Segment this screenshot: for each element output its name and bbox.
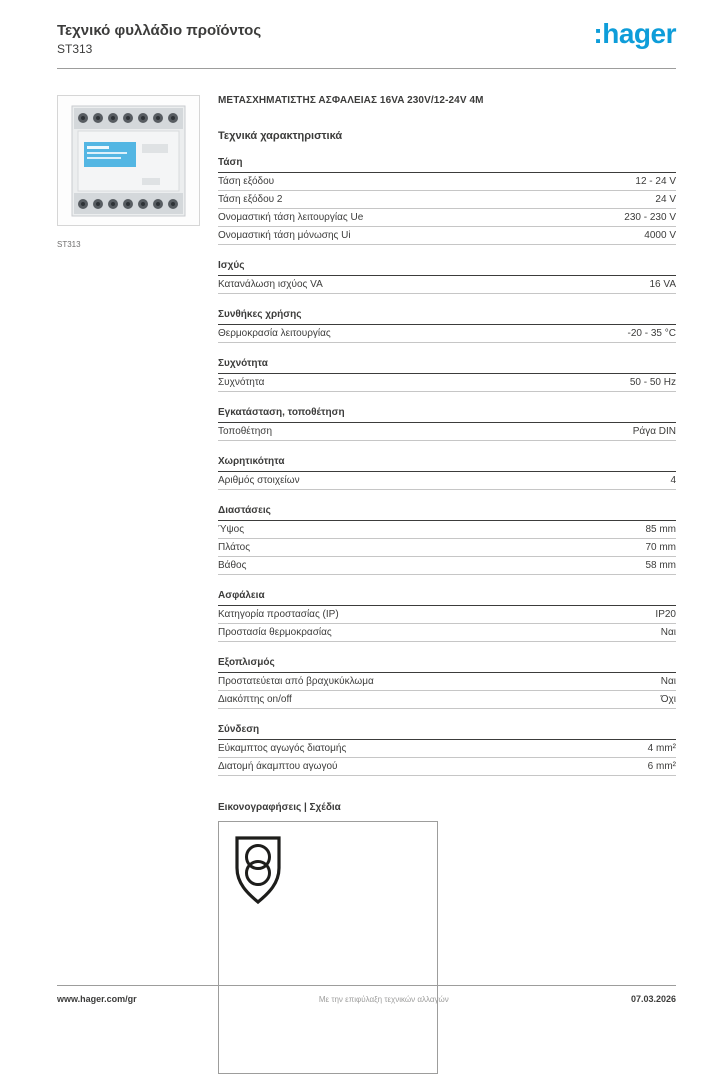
safety-transformer-symbol-icon xyxy=(229,832,287,908)
footer-date: 07.03.2026 xyxy=(630,994,676,1004)
spec-row-label: Αριθμός στοιχείων xyxy=(218,475,300,486)
spec-row-label: Ύψος xyxy=(218,524,245,535)
spec-row-label: Τάση εξόδου 2 xyxy=(218,194,283,205)
footer xyxy=(57,985,676,1004)
spec-row-value: Ράγα DIN xyxy=(632,426,676,437)
spec-section xyxy=(218,358,676,392)
spec-row-label: Προστασία θερμοκρασίας xyxy=(218,627,332,638)
spec-row xyxy=(218,624,676,642)
specs-title: Τεχνικά χαρακτηριστικά xyxy=(218,130,343,142)
footer-website-link[interactable]: www.hager.com/gr xyxy=(57,994,137,1004)
spec-section-title: Χωρητικότητα xyxy=(218,456,676,472)
spec-row xyxy=(218,276,676,294)
spec-row-label: Συχνότητα xyxy=(218,377,265,388)
spec-section-title: Εγκατάσταση, τοποθέτηση xyxy=(218,407,676,423)
spec-row xyxy=(218,209,676,227)
doc-title: Τεχνικό φυλλάδιο προϊόντος xyxy=(57,22,262,39)
spec-section xyxy=(218,590,676,642)
spec-row-value: 70 mm xyxy=(645,542,676,553)
spec-row xyxy=(218,557,676,575)
spec-section-title: Διαστάσεις xyxy=(218,505,676,521)
spec-row xyxy=(218,758,676,776)
product-name: ΜΕΤΑΣΧΗΜΑΤΙΣΤΗΣ ΑΣΦΑΛΕΙΑΣ 16VA 230V/12-24V 4M xyxy=(218,95,484,106)
spec-section xyxy=(218,456,676,490)
spec-row-label: Εύκαμπτος αγωγός διατομής xyxy=(218,743,347,754)
hager-logo: :hager xyxy=(593,18,676,49)
spec-row-value: 6 mm² xyxy=(647,761,676,772)
illustrations-box xyxy=(218,821,438,1074)
image-column xyxy=(57,95,200,1074)
spec-row-label: Τοποθέτηση xyxy=(218,426,273,437)
spec-row-value: 16 VA xyxy=(649,279,676,290)
spec-row-value: 85 mm xyxy=(645,524,676,535)
spec-row-value: Όχι xyxy=(660,694,676,705)
spec-row-value: 4 xyxy=(670,475,676,486)
spec-row-value: Ναι xyxy=(660,627,676,638)
product-image xyxy=(66,102,191,220)
spec-section-title: Εξοπλισμός xyxy=(218,657,676,673)
spec-row xyxy=(218,691,676,709)
spec-row xyxy=(218,673,676,691)
spec-section-title: Ασφάλεια xyxy=(218,590,676,606)
doc-subtitle: ST313 xyxy=(57,42,93,56)
spec-row-value: Ναι xyxy=(660,676,676,687)
spec-section xyxy=(218,309,676,343)
specs-column xyxy=(218,95,676,1074)
spec-section xyxy=(218,260,676,294)
spec-row xyxy=(218,740,676,758)
spec-section xyxy=(218,505,676,575)
spec-row-label: Βάθος xyxy=(218,560,247,571)
spec-row xyxy=(218,325,676,343)
spec-section-title: Ισχύς xyxy=(218,260,676,276)
spec-sections xyxy=(218,157,676,776)
spec-section xyxy=(218,724,676,776)
spec-row xyxy=(218,539,676,557)
spec-row xyxy=(218,191,676,209)
spec-row-label: Προστατεύεται από βραχυκύκλωμα xyxy=(218,676,374,687)
spec-row-value: 4 mm² xyxy=(647,743,676,754)
spec-row-value: 50 - 50 Hz xyxy=(629,377,676,388)
spec-row-value: 12 - 24 V xyxy=(635,176,676,187)
spec-row-label: Ονομαστική τάση λειτουργίας Ue xyxy=(218,212,364,223)
spec-row-label: Διακόπτης on/off xyxy=(218,694,292,705)
spec-row xyxy=(218,606,676,624)
illustrations-title: Εικονογραφήσεις | Σχέδια xyxy=(218,802,341,813)
spec-section-title: Σύνδεση xyxy=(218,724,676,740)
spec-row-label: Τάση εξόδου xyxy=(218,176,275,187)
product-image-caption: ST313 xyxy=(57,240,81,249)
spec-section xyxy=(218,407,676,441)
spec-row-label: Κατανάλωση ισχύος VA xyxy=(218,279,323,290)
spec-section xyxy=(218,157,676,245)
spec-row-value: 4000 V xyxy=(644,230,676,241)
header xyxy=(57,18,676,69)
main-content xyxy=(57,95,676,1074)
spec-row xyxy=(218,227,676,245)
spec-row-value: IP20 xyxy=(655,609,676,620)
spec-row-value: 58 mm xyxy=(645,560,676,571)
spec-row xyxy=(218,173,676,191)
spec-row-label: Ονομαστική τάση μόνωσης Ui xyxy=(218,230,351,241)
spec-row xyxy=(218,374,676,392)
spec-section xyxy=(218,657,676,709)
spec-row-label: Διατομή άκαμπτου αγωγού xyxy=(218,761,338,772)
spec-row xyxy=(218,472,676,490)
spec-section-title: Τάση xyxy=(218,157,676,173)
spec-row-value: 230 - 230 V xyxy=(624,212,676,223)
footer-disclaimer: Με την επιφύλαξη τεχνικών αλλαγών xyxy=(318,995,449,1004)
spec-row-label: Πλάτος xyxy=(218,542,251,553)
spec-section-title: Συνθήκες χρήσης xyxy=(218,309,676,325)
product-image-frame xyxy=(57,95,200,226)
spec-row xyxy=(218,423,676,441)
spec-row-label: Κατηγορία προστασίας (IP) xyxy=(218,609,339,620)
spec-row-label: Θερμοκρασία λειτουργίας xyxy=(218,328,331,339)
spec-row-value: 24 V xyxy=(655,194,676,205)
spec-row-value: -20 - 35 °C xyxy=(627,328,676,339)
spec-section-title: Συχνότητα xyxy=(218,358,676,374)
spec-row xyxy=(218,521,676,539)
